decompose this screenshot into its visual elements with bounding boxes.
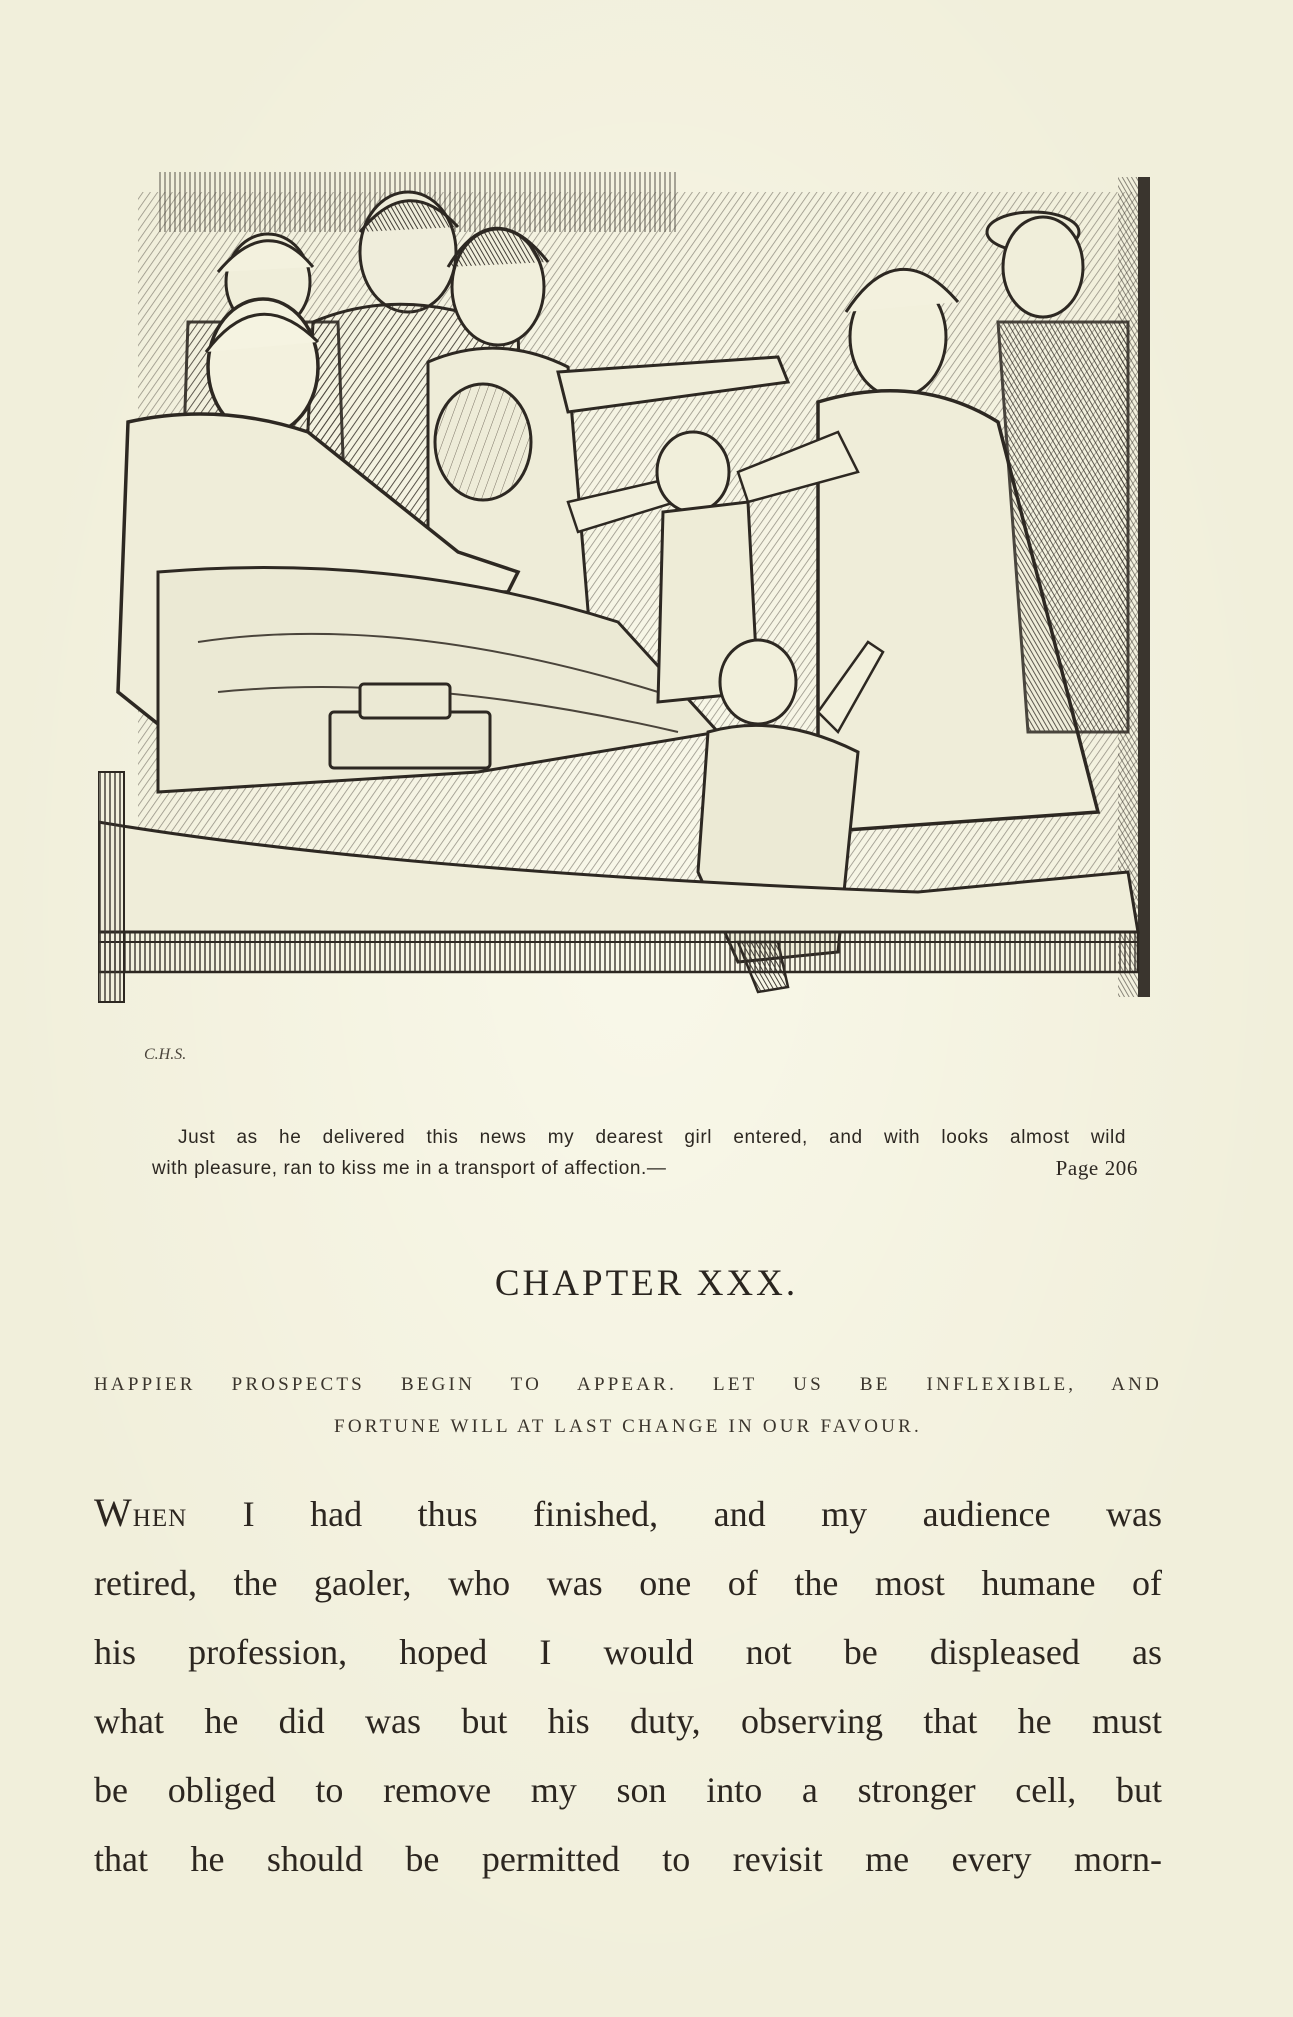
caption-page-reference: Page 206 <box>1055 1156 1138 1180</box>
body-line-6: that he should be permitted to revisit me every morn- <box>94 1839 1162 1879</box>
chapter-summary <box>94 1364 1162 1448</box>
opening-small-caps: hen <box>132 1494 188 1534</box>
body-line-3: his profession, hoped I would not be displeased as <box>94 1632 1162 1672</box>
drop-initial: W <box>94 1490 133 1535</box>
illustration-caption <box>152 1122 1142 1184</box>
engraving-drawing <box>98 172 1164 1077</box>
body-line-1 <box>94 1478 1162 1549</box>
caption-line-2-row <box>152 1153 1142 1184</box>
chapter-summary-line-1: HAPPIER PROSPECTS BEGIN TO APPEAR. LET US BE INFLEXIBLE, AND <box>94 1374 1162 1395</box>
engraving-illustration <box>98 172 1164 1077</box>
body-line-2: retired, the gaoler, who was one of the most humane of <box>94 1563 1162 1603</box>
chapter-title: CHAPTER XXX. <box>494 1263 799 1304</box>
artist-signature: C.H.S. <box>144 1046 187 1063</box>
body-line-5: be obliged to remove my son into a stronger cell, but <box>94 1770 1162 1810</box>
caption-line-1: Just as he delivered this news my dearest girl entered, and with looks almost wild <box>178 1127 1126 1148</box>
chapter-summary-line-2: FORTUNE WILL AT LAST CHANGE IN OUR FAVOUR. <box>334 1416 922 1437</box>
body-paragraph <box>94 1478 1162 1894</box>
body-line-4: what he did was but his duty, observing that he must <box>94 1701 1162 1741</box>
body-line-1-text: I had thus finished, and my audience was <box>187 1494 1162 1534</box>
show-through-running-head <box>340 62 1160 102</box>
caption-line-2: with pleasure, ran to kiss me in a transport of affection.— <box>152 1158 667 1179</box>
